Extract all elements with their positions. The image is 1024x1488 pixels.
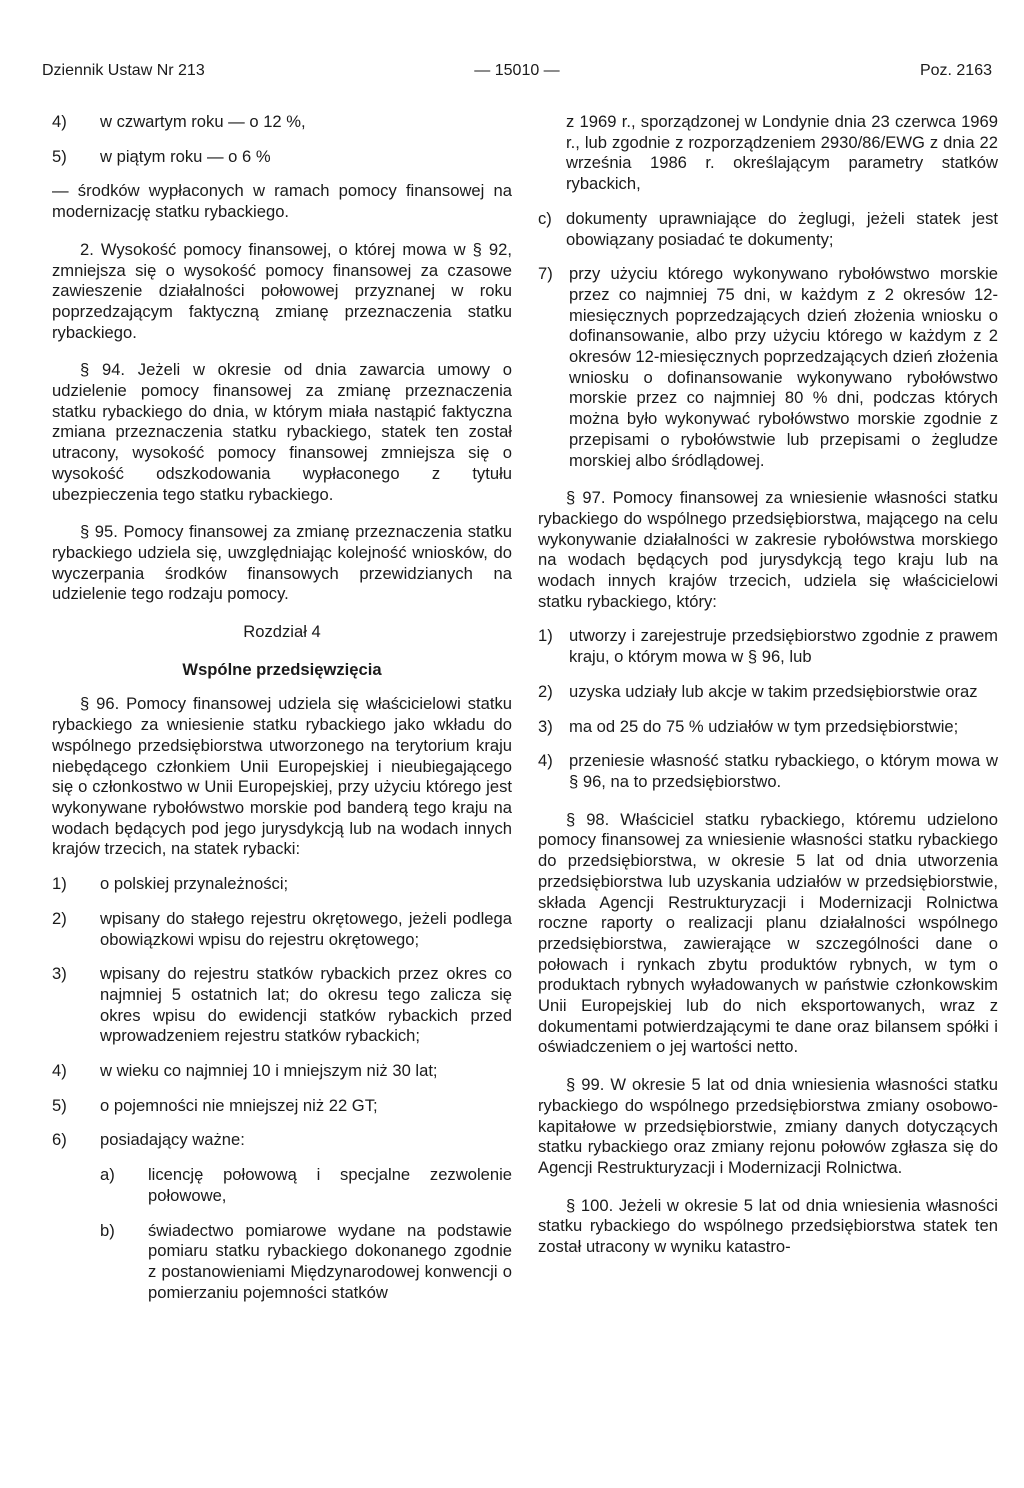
chapter-number: Rozdział 4 xyxy=(243,622,321,642)
page-header xyxy=(42,62,992,84)
funds-paragraph: — środków wypłaconych w ramach pomocy finansowej na modernizację statku rybackiego. xyxy=(52,181,512,222)
sub-item-text: licencję połowową i specjalne zezwolenie połowowe, xyxy=(148,1165,512,1205)
paragraph-98: § 98. Właściciel statku rybackiego, któremu udzielono pomocy finansowej za wniesienie własności statku rybackiego do przedsiębiorstwa, w okresie 5 lat od dnia utworzenia przedsiębiorstwa lub uzyskania udziałów w przedsiębiorstwie, składa Agencji Restrukturyzacji i Modernizacji Rolnictwa roczne raporty o realizacji planu działalności wspólnego przedsiębiorstwa, zawierające w szczególności dane o połowach i rynkach zbytu produktów rybnych, w tym o produktach rybnych wyładowanych w państwie członkowskim Unii Europejskiej lub do nich eksportowanych, wraz z dokumentami potwierdzającymi te dane oraz bilansem spółki i oświadczeniem o jej wartości netto. xyxy=(538,809,998,1057)
item-number: 4) xyxy=(52,1061,67,1081)
sub-item xyxy=(538,209,998,250)
item-number: 6) xyxy=(52,1130,67,1150)
journal-title: Dziennik Ustaw Nr 213 xyxy=(42,62,205,79)
sub-item-text: dokumenty uprawniające do żeglugi, jeżeli statek jest obowiązany posiadać te dokumenty; xyxy=(566,208,998,249)
sub-item-text: świadectwo pomiarowe wydane na podstawie pomiaru statku rybackiego dokonanego zgodnie z postanowieniami Międzynarodowej konwencji o pomierzaniu pojemności statków xyxy=(148,1220,512,1302)
list-item xyxy=(52,112,512,133)
list-item xyxy=(52,874,512,895)
chapter-title: Wspólne przedsięwzięcia xyxy=(182,659,382,679)
right-column xyxy=(538,112,998,1258)
left-column xyxy=(52,112,512,1303)
list-item xyxy=(538,626,998,667)
item-text: w czwartym roku — o 12 %, xyxy=(100,112,306,131)
page-number: — 15010 — xyxy=(474,62,560,79)
list-item xyxy=(52,909,512,950)
item-text: w wieku co najmniej 10 i mniejszym niż 30 lat; xyxy=(100,1061,438,1081)
item-text: przy użyciu którego wykonywano rybołówstwo morskie przez co najmniej 75 dni, w każdym z 2 okresów 12-miesięcznych poprzedzających dzień złożenia wniosku o dofinansowanie, albo przy użyciu którego w każdym z 2 okresów 12-miesięcznych poprzedzających dzień złożenia wniosku o dofinansowanie wykonywano rybołówstwo morskie przez co najmniej 80 % dni, podczas których można było wykonywać rybołówstwo morskie zgodnie z przepisami o rybołówstwie lub przepisami o żegludze morskiej albo śródlądowej. xyxy=(569,264,998,470)
item-text: w piątym roku — o 6 % xyxy=(100,146,271,166)
list-item xyxy=(538,682,998,703)
sub-item-letter: b) xyxy=(100,1220,115,1240)
sub-item-continuation: z 1969 r., sporządzonej w Londynie dnia 23 czerwca 1969 r., lub zgodnie z rozporządzeniem 2930/86/EWG z dnia 22 września 1986 r. określającym parametry statków rybackich, xyxy=(566,112,998,194)
position-number: Poz. 2163 xyxy=(919,62,992,79)
item-number: 1) xyxy=(52,874,67,894)
item-number: 4) xyxy=(538,751,553,771)
item-number: 2) xyxy=(52,908,67,928)
list-item xyxy=(52,964,512,1047)
item-number: 5) xyxy=(52,146,67,166)
item-number: 2) xyxy=(538,681,553,701)
item-number: 7) xyxy=(538,264,553,284)
list-item xyxy=(538,717,998,738)
item-number: 5) xyxy=(52,1095,67,1115)
paragraph-2: 2. Wysokość pomocy finansowej, o której mowa w § 92, zmniejsza się o wysokość pomocy finansowej za czasowe zawieszenie działalności połowowej przyznanej w roku poprzedzającym faktyczną zmianę przeznaczenia statku rybackiego. xyxy=(52,239,512,342)
sub-item-letter: a) xyxy=(100,1165,115,1185)
item-text: o pojemności nie mniejszej niż 22 GT; xyxy=(100,1095,378,1115)
list-item xyxy=(52,1061,512,1082)
list-item xyxy=(52,147,512,168)
item-number: 4) xyxy=(52,112,67,131)
item-text: uzyska udziały lub akcje w takim przedsiębiorstwie oraz xyxy=(569,681,978,701)
item-text: o polskiej przynależności; xyxy=(100,874,289,894)
item-text: ma od 25 do 75 % udziałów w tym przedsiębiorstwie; xyxy=(569,716,959,736)
item-number: 3) xyxy=(538,716,553,736)
item-text: posiadający ważne: xyxy=(100,1130,245,1150)
paragraph-100: § 100. Jeżeli w okresie 5 lat od dnia wniesienia własności statku rybackiego do wspólnego przedsiębiorstwa statek ten został utracony w wyniku katastro- xyxy=(538,1195,998,1257)
paragraph-94: § 94. Jeżeli w okresie od dnia zawarcia umowy o udzielenie pomocy finansowej za zmianę przeznaczenia statku rybackiego do dnia, w którym miała nastąpić faktyczna zmiana przeznaczenia statku rybackiego, statek ten został utracony, wysokość pomocy finansowej zmniejsza się o wysokość odszkodowania wypłaconego z tytułu ubezpieczenia tego statku rybackiego. xyxy=(52,360,512,504)
sub-item xyxy=(52,1165,512,1206)
item-number: 3) xyxy=(52,964,67,984)
sub-item xyxy=(52,1221,512,1304)
item-text: utworzy i zarejestruje przedsiębiorstwo zgodnie z prawem kraju, o którym mowa w § 96, lub xyxy=(569,626,998,667)
item-number: 1) xyxy=(538,626,553,646)
paragraph-99: § 99. W okresie 5 lat od dnia wniesienia własności statku rybackiego do wspólnego przedsiębiorstwa zmiany osobowo-kapitałowe w przedsiębiorstwie, zmiany danych dotyczących statku rybackiego oraz zmiany rejonu połowów zgłasza się do Agencji Restrukturyzacji i Modernizacji Rolnictwa. xyxy=(538,1075,998,1177)
list-item xyxy=(52,1130,512,1151)
list-item xyxy=(538,264,998,471)
paragraph-95: § 95. Pomocy finansowej za zmianę przeznaczenia statku rybackiego udziela się, uwzględniając kolejność wniosków, do wyczerpania środków finansowych przewidzianych na udzielenie tego rodzaju pomocy. xyxy=(52,522,512,604)
paragraph-96: § 96. Pomocy finansowej udziela się właścicielowi statku rybackiego za wniesienie statku rybackiego jako wkładu do wspólnego przedsiębiorstwa utworzonego na terytorium kraju niebędącego członkiem Unii Europejskiej i nieubiegającego się o członkostwo w Unii Europejskiej, przy użyciu którego jest wykonywane rybołówstwo morskie pod banderą tego kraju na wodach będących pod jego jurysdykcją lub na wodach innych krajów trzecich, na statek rybacki: xyxy=(52,694,512,859)
item-text: przeniesie własność statku rybackiego, o którym mowa w § 96, na to przedsiębiorstwo. xyxy=(569,751,998,791)
list-item xyxy=(52,1096,512,1117)
sub-item-letter: c) xyxy=(538,208,552,228)
item-text: wpisany do stałego rejestru okrętowego, jeżeli podlega obowiązkowi wpisu do rejestru okrętowego; xyxy=(100,908,512,949)
list-item xyxy=(538,751,998,792)
paragraph-97: § 97. Pomocy finansowej za wniesienie własności statku rybackiego do wspólnego przedsiębiorstwa, mającego na celu wykonywanie działalności w zakresie rybołówstwa morskiego na wodach będących pod jurysdykcją tego kraju lub na wodach innych krajów trzecich, udziela się właścicielowi statku rybackiego, który: xyxy=(538,488,998,611)
item-text: wpisany do rejestru statków rybackich przez okres co najmniej 5 ostatnich lat; do okresu tego zalicza się okres wpisu do ewidencji statków rybackich przed wprowadzeniem rejestru statków rybackich; xyxy=(100,964,512,1046)
